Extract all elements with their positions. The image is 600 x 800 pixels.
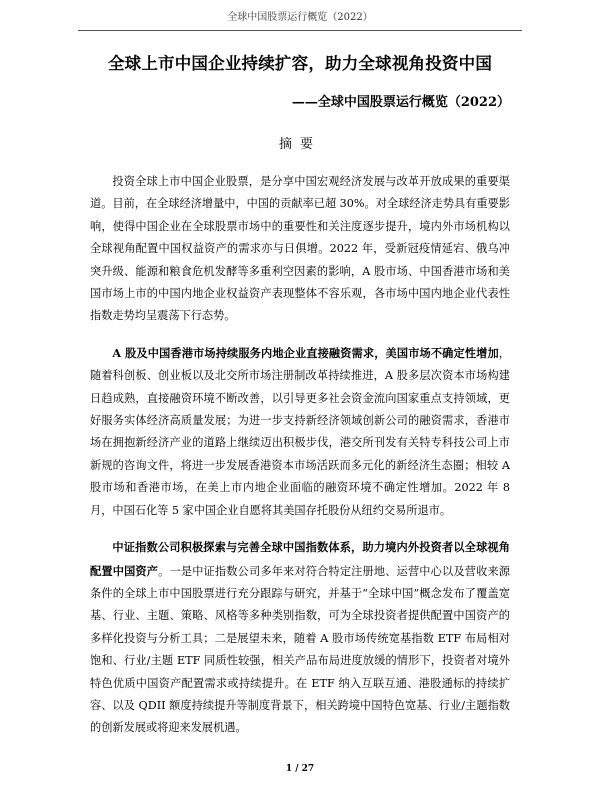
paragraph-2-body: ，随着科创板、创业板以及北交所市场注册制改革持续推进，A 股多层次资本市场构建日趋成熟，直接融资环境不断改善，以引导更多社会资金流向国家重点支持领域，更好服务实体经济高质量发展；为进一步支持新经济领域创新公司的融资需求，香港市场在拥抱新经济产业的道路上继续迈出积极步伐，港交所刊发有关特专科技公司上市新规的咨询文件，将进一步发展香港资本市场活跃而多元化的新经济生态圈；相较 A 股市场和香港市场，在美上市内地企业面临的融资环境不确定性增加。2022 年 8 月，中国石化等 5 家中国企业自愿将其美国存托股份从纽约交易所退市。 bbox=[90, 346, 510, 517]
page-header bbox=[78, 6, 522, 31]
paragraph-3 bbox=[90, 536, 510, 740]
paragraph-1-body: 投资全球上市中国企业股票，是分享中国宏观经济发展与改革开放成果的重要渠道。目前，在全球经济增量中，中国的贡献率已超 30%。对全球经济走势具有重要影响，使得中国企业在全球股票市场中的重要性和关注度逐步提升，境内外市场机构以全球视角配置中国权益资产的需求亦与日俱增。2022 年，受新冠疫情延宕、俄乌冲突升级、能源和粮食危机发酵等多重利空因素的影响，A 股市场、中国香港市场和美国市场上市的中国内地企业权益资产表现整体不容乐观，各市场中国内地企业代表性指数走势均呈震荡下行态势。 bbox=[90, 175, 510, 323]
paragraph-2-lead: A 股及中国香港市场持续服务内地企业直接融资需求，美国市场不确定性增加 bbox=[112, 345, 499, 360]
abstract-body bbox=[90, 170, 510, 754]
document-title: 全球上市中国企业持续扩容，助力全球视角投资中国 bbox=[107, 54, 493, 73]
paragraph-3-lead: 中证指数公司积极探索与完善全球中国指数体系，助力境内外投资者以全球视角配置中国资产 bbox=[90, 540, 510, 578]
header-text: 全球中国股票运行概览（2022） bbox=[227, 12, 373, 23]
paragraph-1 bbox=[90, 170, 510, 328]
page-number: 1 / 27 bbox=[285, 764, 315, 774]
paragraph-3-body: 。一是中证指数公司多年来对符合特定注册地、运营中心以及营收来源条件的全球上市中国股票进行充分跟踪与研究，并基于“全球中国”概念发布了覆盖宽基、行业、主题、策略、风格等多种类别指数，可为全球投资者提供配置中国资产的多样化投资与分析工具；二是展望未来，随着 A 股市场传统宽基指数 ETF 布局相对饱和、行业/主题 ETF 同质性较强，相关产品布局进度放缓的情形下，投资者对境外特色优质中国资产配置需求或持续提升。在 ETF 纳入互联互通、港股通标的持续扩容、以及 QDII 额度持续提升等制度背景下，相关跨境中国特色宽基、行业/主题指数的创新发展或将迎来发展机遇。 bbox=[90, 564, 510, 735]
document-subtitle: ——全球中国股票运行概览（2022） bbox=[291, 95, 510, 110]
paragraph-2 bbox=[90, 342, 510, 522]
abstract-heading: 摘要 bbox=[278, 137, 321, 152]
